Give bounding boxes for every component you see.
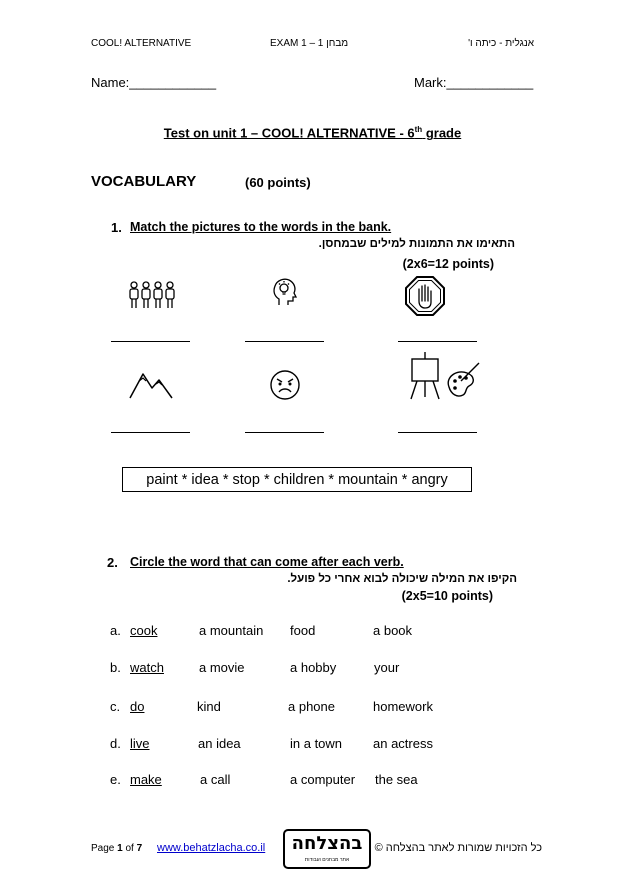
answer-line[interactable] <box>245 341 324 342</box>
copyright-notice: כל הזכויות שמורות לאתר בהצלחה © <box>374 842 542 854</box>
word-option[interactable]: food <box>290 623 316 638</box>
row-verb: make <box>130 772 162 787</box>
answer-line[interactable] <box>111 432 190 433</box>
q1-instruction: Match the pictures to the words in the bank. <box>130 220 392 234</box>
word-option[interactable]: a phone <box>288 699 335 714</box>
q2-hebrew: הקיפו את המילה שיכולה לבוא אחרי כל פועל. <box>287 573 517 585</box>
word-option[interactable]: an actress <box>373 736 433 751</box>
header-center: EXAM 1 – 1 מבחן <box>270 38 349 49</box>
row-letter: e. <box>110 772 121 787</box>
row-letter: a. <box>110 623 121 638</box>
word-option[interactable]: kind <box>197 699 221 714</box>
name-label: Name:____________ <box>91 75 217 90</box>
row-letter: d. <box>110 736 121 751</box>
word-bank: paint * idea * stop * children * mountain * angry <box>122 467 472 492</box>
q1-points: (2x6=12 points) <box>402 257 494 271</box>
word-option[interactable]: a book <box>373 623 413 638</box>
q2-instruction: Circle the word that can come after each verb. <box>130 555 404 569</box>
header-right: אנגלית - כיתה ו' <box>468 38 534 49</box>
word-option[interactable]: a computer <box>290 772 356 787</box>
answer-line[interactable] <box>398 341 477 342</box>
answer-line[interactable] <box>111 341 190 342</box>
word-option[interactable]: homework <box>373 699 433 714</box>
mountains-icon <box>128 368 174 400</box>
word-option[interactable]: a mountain <box>199 623 264 638</box>
word-option[interactable]: the sea <box>375 772 418 787</box>
section-points: (60 points) <box>245 175 311 190</box>
row-letter: c. <box>110 699 121 714</box>
row-verb: do <box>130 699 145 714</box>
row-verb: live <box>130 736 150 751</box>
word-option[interactable]: in a town <box>290 736 343 751</box>
q1-hebrew: התאימו את התמונות למילים שבמחסן. <box>318 238 515 250</box>
easel-palette-icon <box>409 351 481 401</box>
word-option[interactable]: an idea <box>198 736 241 751</box>
page-title: Test on unit 1 – COOL! ALTERNATIVE - 6th grade <box>163 125 462 141</box>
answer-line[interactable] <box>398 432 477 433</box>
header-left: COOL! ALTERNATIVE <box>91 38 192 49</box>
answer-line[interactable] <box>245 432 324 433</box>
lightbulb-head-icon <box>271 277 299 307</box>
q1-number: 1. <box>111 220 122 235</box>
mark-label: Mark:____________ <box>414 75 534 90</box>
angry-face-icon <box>269 369 301 401</box>
site-link[interactable]: www.behatzlacha.co.il <box>157 842 266 854</box>
q2-points: (2x5=10 points) <box>401 589 493 603</box>
word-option[interactable]: a call <box>200 772 231 787</box>
word-option[interactable]: your <box>374 660 400 675</box>
page-number: Page 1 of 7 <box>91 843 143 854</box>
row-verb: watch <box>130 660 164 675</box>
q2-number: 2. <box>107 555 118 570</box>
row-verb: cook <box>130 623 158 638</box>
word-option[interactable]: a movie <box>199 660 245 675</box>
group-of-people-icon <box>128 280 178 310</box>
word-option[interactable]: a hobby <box>290 660 337 675</box>
site-logo: בהצלחה אתר מבחנים ועבודות <box>283 829 371 869</box>
row-letter: b. <box>110 660 121 675</box>
section-title: VOCABULARY <box>91 173 197 190</box>
stop-hand-sign-icon <box>404 275 446 317</box>
